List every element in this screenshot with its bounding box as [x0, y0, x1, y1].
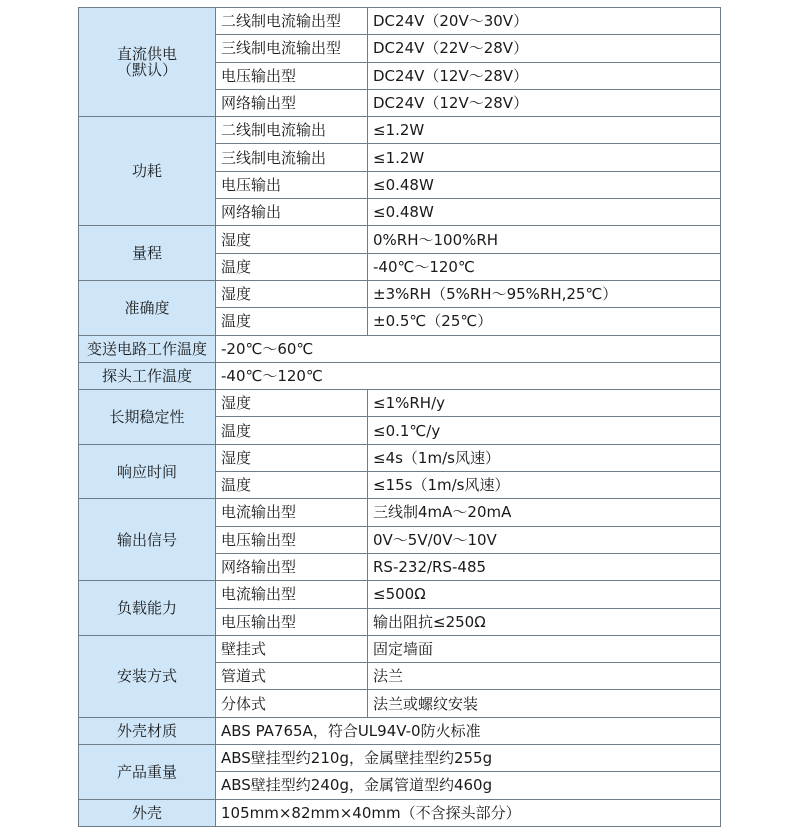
category-cell — [79, 335, 216, 362]
item-label-cell: 湿度 — [216, 226, 368, 253]
item-value-cell: ±0.5℃（25℃） — [368, 308, 721, 335]
category-label: 产品重量 — [116, 762, 177, 781]
item-label-cell: 电压输出 — [216, 171, 368, 198]
item-value-cell: 输出阻抗≤250Ω — [368, 608, 721, 635]
item-value-cell: 固定墙面 — [368, 635, 721, 662]
category-label: 准确度 — [124, 298, 170, 317]
category-cell — [79, 8, 216, 117]
item-label-cell: 湿度 — [216, 444, 368, 471]
spec-table — [78, 7, 721, 827]
item-value-cell: DC24V（12V～28V） — [368, 89, 721, 116]
table-row — [79, 581, 721, 608]
item-label-cell: 二线制电流输出型 — [216, 8, 368, 35]
category-cell — [79, 362, 216, 389]
item-label-cell: 分体式 — [216, 690, 368, 717]
category-label: 探头工作温度 — [101, 367, 192, 385]
item-value-cell: ≤0.48W — [368, 199, 721, 226]
item-label-cell: 网络输出 — [216, 199, 368, 226]
value-cell: ABS壁挂型约240g，金属管道型约460g — [216, 772, 721, 799]
category-label: 变送电路工作温度 — [86, 339, 207, 358]
item-value-cell: ≤0.48W — [368, 171, 721, 198]
item-label-cell: 电流输出型 — [216, 499, 368, 526]
item-value-cell: 0%RH～100%RH — [368, 226, 721, 253]
category-label: 响应时间 — [116, 462, 177, 481]
value-cell: 105mm×82mm×40mm（不含探头部分） — [216, 799, 721, 826]
category-label: 输出信号 — [116, 530, 177, 549]
category-label: 外壳材质 — [116, 721, 177, 740]
category-cell — [79, 635, 216, 717]
category-label: （默认） — [116, 61, 177, 80]
table-row — [79, 335, 721, 362]
table-row — [79, 362, 721, 389]
item-label-cell: 壁挂式 — [216, 635, 368, 662]
table-row — [79, 799, 721, 826]
category-cell — [79, 117, 216, 226]
category-label: 安装方式 — [116, 667, 177, 686]
item-label-cell: 三线制电流输出 — [216, 144, 368, 171]
table-row — [79, 226, 721, 253]
category-cell — [79, 390, 216, 445]
item-label-cell: 二线制电流输出 — [216, 117, 368, 144]
category-cell — [79, 799, 216, 826]
category-label: 外壳 — [131, 803, 162, 822]
item-label-cell: 网络输出型 — [216, 553, 368, 580]
item-value-cell: ≤0.1℃/y — [368, 417, 721, 444]
table-row — [79, 717, 721, 744]
item-label-cell: 电流输出型 — [216, 581, 368, 608]
category-cell — [79, 499, 216, 581]
item-value-cell: ≤500Ω — [368, 581, 721, 608]
item-label-cell: 电压输出型 — [216, 608, 368, 635]
table-row — [79, 117, 721, 144]
category-label: 直流供电 — [116, 45, 177, 64]
table-row — [79, 8, 721, 35]
spec-table-body — [79, 8, 721, 827]
item-label-cell: 温度 — [216, 417, 368, 444]
item-label-cell: 电压输出型 — [216, 526, 368, 553]
item-value-cell: ≤1%RH/y — [368, 390, 721, 417]
item-label-cell: 管道式 — [216, 663, 368, 690]
item-value-cell: ±3%RH（5%RH～95%RH,25℃） — [368, 280, 721, 307]
table-row — [79, 444, 721, 471]
value-cell: -20℃～60℃ — [216, 335, 721, 362]
item-label-cell: 温度 — [216, 253, 368, 280]
category-cell — [79, 226, 216, 281]
item-value-cell: ≤1.2W — [368, 117, 721, 144]
category-label: 长期稳定性 — [109, 407, 185, 426]
item-label-cell: 温度 — [216, 472, 368, 499]
item-value-cell: 三线制4mA～20mA — [368, 499, 721, 526]
category-label: 负载能力 — [116, 599, 177, 618]
item-value-cell: 法兰 — [368, 663, 721, 690]
item-label-cell: 湿度 — [216, 280, 368, 307]
category-cell — [79, 717, 216, 744]
table-row — [79, 280, 721, 307]
table-row — [79, 390, 721, 417]
value-cell: ABS壁挂型约210g，金属壁挂型约255g — [216, 745, 721, 772]
item-label-cell: 温度 — [216, 308, 368, 335]
category-cell — [79, 280, 216, 335]
table-row — [79, 745, 721, 772]
item-label-cell: 网络输出型 — [216, 89, 368, 116]
table-row — [79, 499, 721, 526]
category-cell — [79, 444, 216, 499]
item-value-cell: ≤15s（1m/s风速） — [368, 472, 721, 499]
category-label: 量程 — [131, 244, 162, 263]
item-value-cell: -40℃～120℃ — [368, 253, 721, 280]
table-row — [79, 635, 721, 662]
category-cell — [79, 745, 216, 800]
item-value-cell: DC24V（20V～30V） — [368, 8, 721, 35]
value-cell: -40℃～120℃ — [216, 362, 721, 389]
item-value-cell: ≤4s（1m/s风速） — [368, 444, 721, 471]
item-value-cell: 0V～5V/0V～10V — [368, 526, 721, 553]
category-label: 功耗 — [131, 162, 162, 181]
item-value-cell: 法兰或螺纹安装 — [368, 690, 721, 717]
category-cell — [79, 581, 216, 636]
item-label-cell: 电压输出型 — [216, 62, 368, 89]
item-value-cell: ≤1.2W — [368, 144, 721, 171]
item-label-cell: 湿度 — [216, 390, 368, 417]
item-value-cell: DC24V（12V～28V） — [368, 62, 721, 89]
item-label-cell: 三线制电流输出型 — [216, 35, 368, 62]
value-cell: ABS PA765A，符合UL94V-0防火标准 — [216, 717, 721, 744]
item-value-cell: DC24V（22V～28V） — [368, 35, 721, 62]
item-value-cell: RS-232/RS-485 — [368, 553, 721, 580]
